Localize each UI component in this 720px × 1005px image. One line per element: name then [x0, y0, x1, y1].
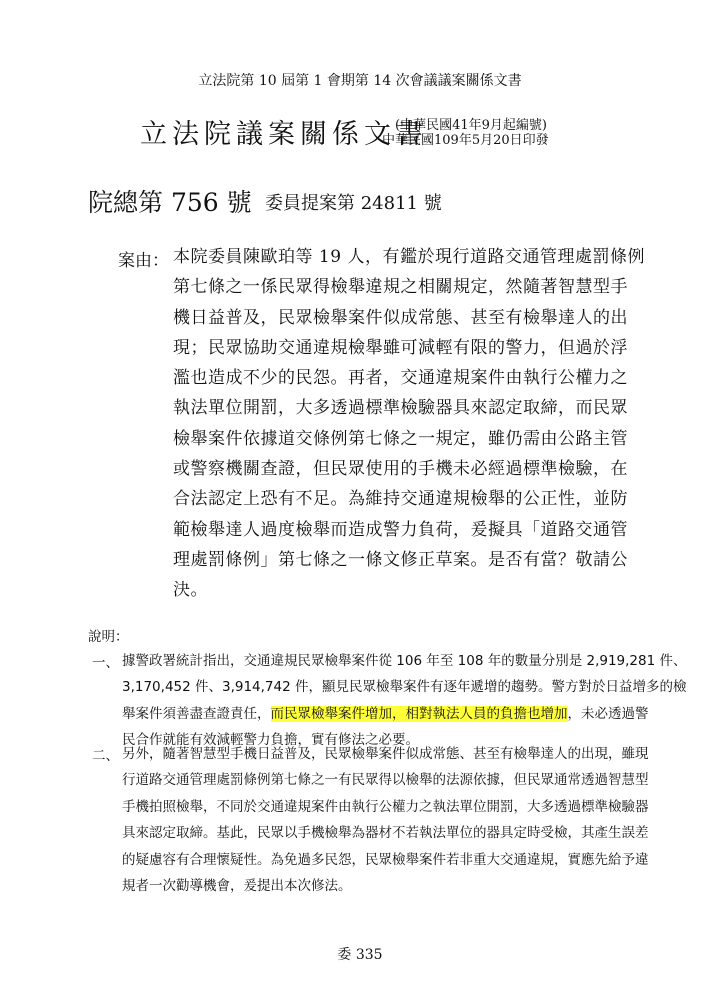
edition-note: (中華民國41年9月起編號) — [395, 118, 547, 133]
item-line: 3,170,452 件、3,914,742 件，顯見民眾檢舉案件有逐年遞增的趨勢。警方對於日益增多的檢 — [122, 679, 687, 696]
case-label: 案由： — [118, 251, 169, 271]
item-line: 的疑慮容有合理懷疑性。為免過多民怨，民眾檢舉案件若非重大交通違規，實應先給予違 — [122, 851, 649, 868]
document-title: 立法院議案關係文書 — [140, 119, 428, 150]
case-line: 機日益普及，民眾檢舉案件似成常態、甚至有檢舉達人的出 — [173, 307, 628, 328]
case-line: 濫也造成不少的民怨。再者，交通違規案件由執行公權力之 — [173, 368, 628, 389]
item-line: 民合作就能有效減輕警力負擔，實有修法之必要。 — [122, 732, 419, 749]
case-line: 或警察機關查證，但民眾使用的手機未必經過標準檢驗，在 — [173, 459, 628, 480]
item-line: 據警政署統計指出，交通違規民眾檢舉案件從 106 年至 108 年的數量分別是 2,919,281 件、 — [122, 653, 687, 669]
case-line: 決。 — [173, 580, 208, 601]
item-number: 一、 — [92, 655, 119, 671]
item-lines — [122, 651, 687, 757]
item-line-part: ，未必透過警 — [567, 705, 649, 722]
proposal-number: 委員提案第 24811 號 — [265, 193, 442, 214]
item-number: 二、 — [92, 748, 119, 764]
item-lines — [122, 744, 649, 902]
item-line-part: 舉案件須善盡查證責任， — [122, 705, 271, 722]
document-header: 立法院第 10 屆第 1 會期第 14 次會議議案關係文書 — [198, 73, 522, 89]
case-line: 第七條之一係民眾得檢舉違規之相關規定，然隨著智慧型手 — [173, 277, 628, 298]
item-line-with-highlight — [122, 704, 687, 730]
case-line: 合法認定上恐有不足。為維持交通違規檢舉的公正性，並防 — [173, 489, 628, 510]
item-line: 另外，隨著智慧型手機日益普及，民眾檢舉案件似成常態、甚至有檢舉達人的出現，雖現 — [122, 746, 649, 762]
case-line: 現；民眾協助交通違規檢舉雖可減輕有限的警力，但過於浮 — [173, 337, 628, 358]
page-footer: 委 335 — [337, 947, 383, 963]
highlighted-text: 而民眾檢舉案件增加，相對執法人員的負擔也增加 — [270, 705, 568, 722]
item-line: 行道路交通管理處罰條例第七條之一有民眾得以檢舉的法源依據，但民眾通常透過智慧型 — [122, 772, 649, 789]
case-line: 範檢舉達人過度檢舉而造成警力負荷，爰擬具「道路交通管 — [173, 519, 628, 540]
case-line: 執法單位開罰，大多透過標準檢驗器具來認定取締，而民眾 — [173, 398, 628, 419]
item-line: 手機拍照檢舉，不同於交通違規案件由執行公權力之執法單位開罰，大多透過標準檢驗器 — [122, 798, 649, 815]
print-date: 中華民國109年5月20日印發 — [382, 133, 549, 148]
case-line: 本院委員陳歐珀等 19 人，有鑑於現行道路交通管理處罰條例 — [173, 247, 645, 267]
explanation-label: 說明： — [88, 629, 129, 645]
item-line: 具來認定取締。基此，民眾以手機檢舉為器材不若執法單位的器具定時受檢，其產生誤差 — [122, 825, 649, 842]
case-line: 檢舉案件依據道交條例第七條之一規定，雖仍需由公路主管 — [173, 428, 628, 449]
case-body — [173, 246, 645, 610]
item-line: 規者一次勸導機會，爰提出本次修法。 — [122, 877, 352, 894]
case-line: 理處罰條例」第七條之一條文修正草案。是否有當？敬請公 — [173, 549, 628, 570]
case-number: 院總第 756 號 — [88, 188, 252, 217]
